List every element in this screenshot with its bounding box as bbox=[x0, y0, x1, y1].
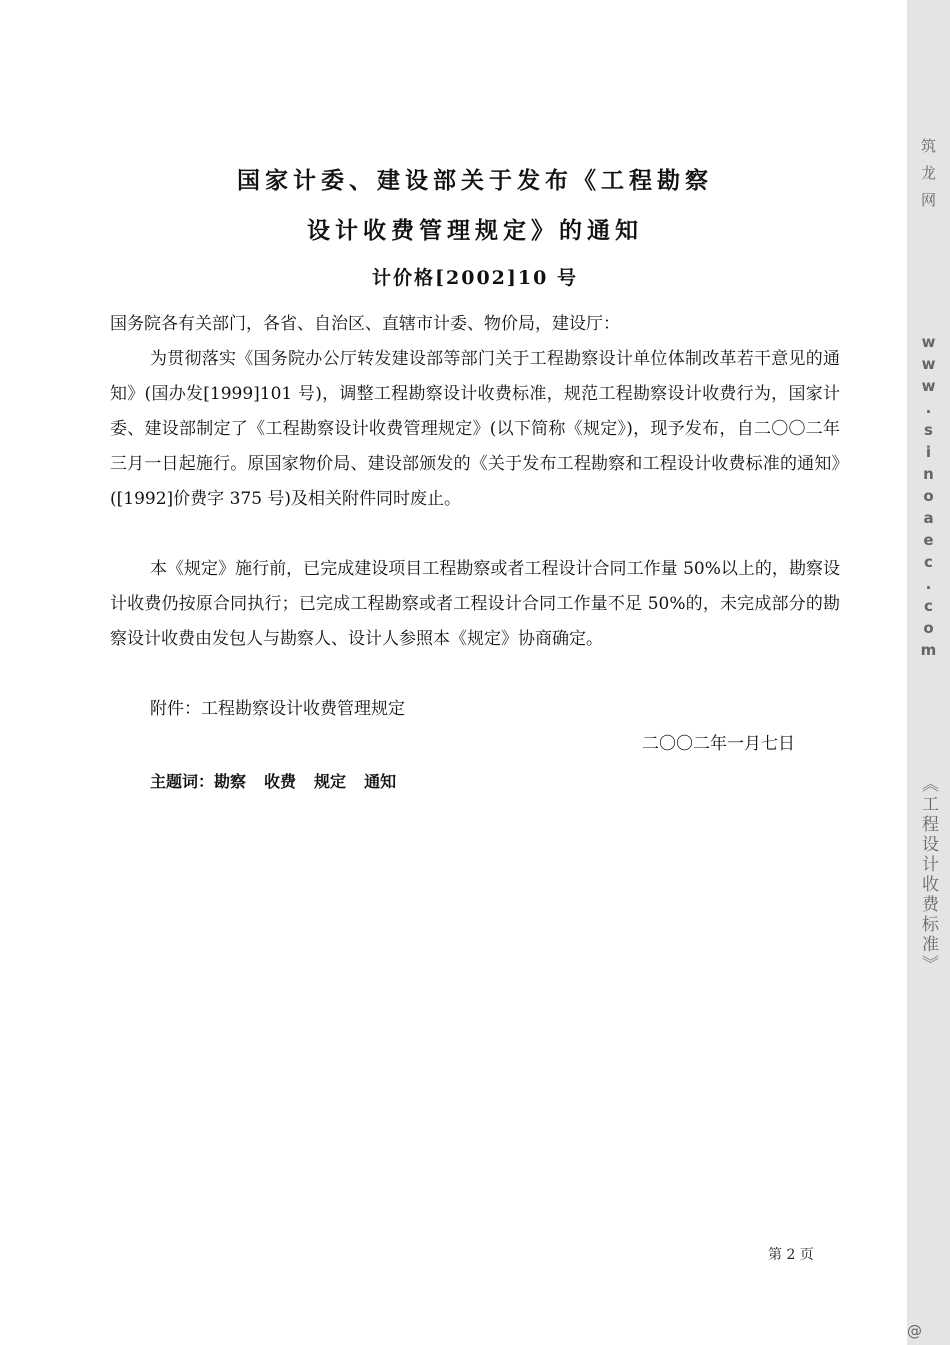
sidebar-at-symbol: @ bbox=[907, 1322, 922, 1340]
document-number: 计价格[2002]10 号 bbox=[372, 267, 578, 289]
watermark-sidebar bbox=[907, 0, 950, 1345]
attachment-line: 附件：工程勘察设计收费管理规定 bbox=[150, 699, 405, 719]
document-title-line1: 国家计委、建设部关于发布《工程勘察 bbox=[237, 168, 713, 194]
paragraph-1: 为贯彻落实《国务院办公厅转发建设部等部门关于工程勘察设计单位体制改革若干意见的通知》(国办发[1999]101 号)，调整工程勘察设计收费标准，规范工程勘察设计收费行为，国家计委、建设部制定了《工程勘察设计收费管理规定》(以下简称《规定》)，现予发布，自二〇〇二年三月一日起施行。原国家物价局、建设部颁发的《关于发布工程勘察和工程设计收费标准的通知》([1992]价费字 375 号)及相关附件同时废止。 bbox=[110, 349, 840, 509]
keyword: 勘察 bbox=[214, 772, 247, 791]
keywords-line bbox=[150, 764, 414, 799]
paragraph-2: 本《规定》施行前，已完成建设项目工程勘察或者工程设计合同工作量 50%以上的，勘察设计收费仍按原合同执行；已完成工程勘察或者工程设计合同工作量不足 50%的，未完成部分的勘察设计收费由发包人与勘察人、设计人参照本《规定》协商确定。 bbox=[110, 559, 840, 649]
issue-date: 二〇〇二年一月七日 bbox=[642, 734, 795, 754]
keyword: 收费 bbox=[264, 772, 297, 791]
addressee-line: 国务院各有关部门，各省、自治区、直辖市计委、物价局，建设厅： bbox=[110, 314, 620, 334]
sidebar-book-title: 《工程设计收费标准》 bbox=[918, 775, 938, 975]
sidebar-url: www.sinoaec.com bbox=[919, 333, 938, 663]
sidebar-brand: 筑龙网 bbox=[919, 138, 937, 219]
keyword: 规定 bbox=[314, 772, 347, 791]
keyword: 通知 bbox=[364, 772, 397, 791]
page-number: 第 2 页 bbox=[768, 1247, 814, 1263]
document-title-line2: 设计收费管理规定》的通知 bbox=[307, 218, 643, 244]
keywords-label: 主题词： bbox=[150, 772, 215, 791]
